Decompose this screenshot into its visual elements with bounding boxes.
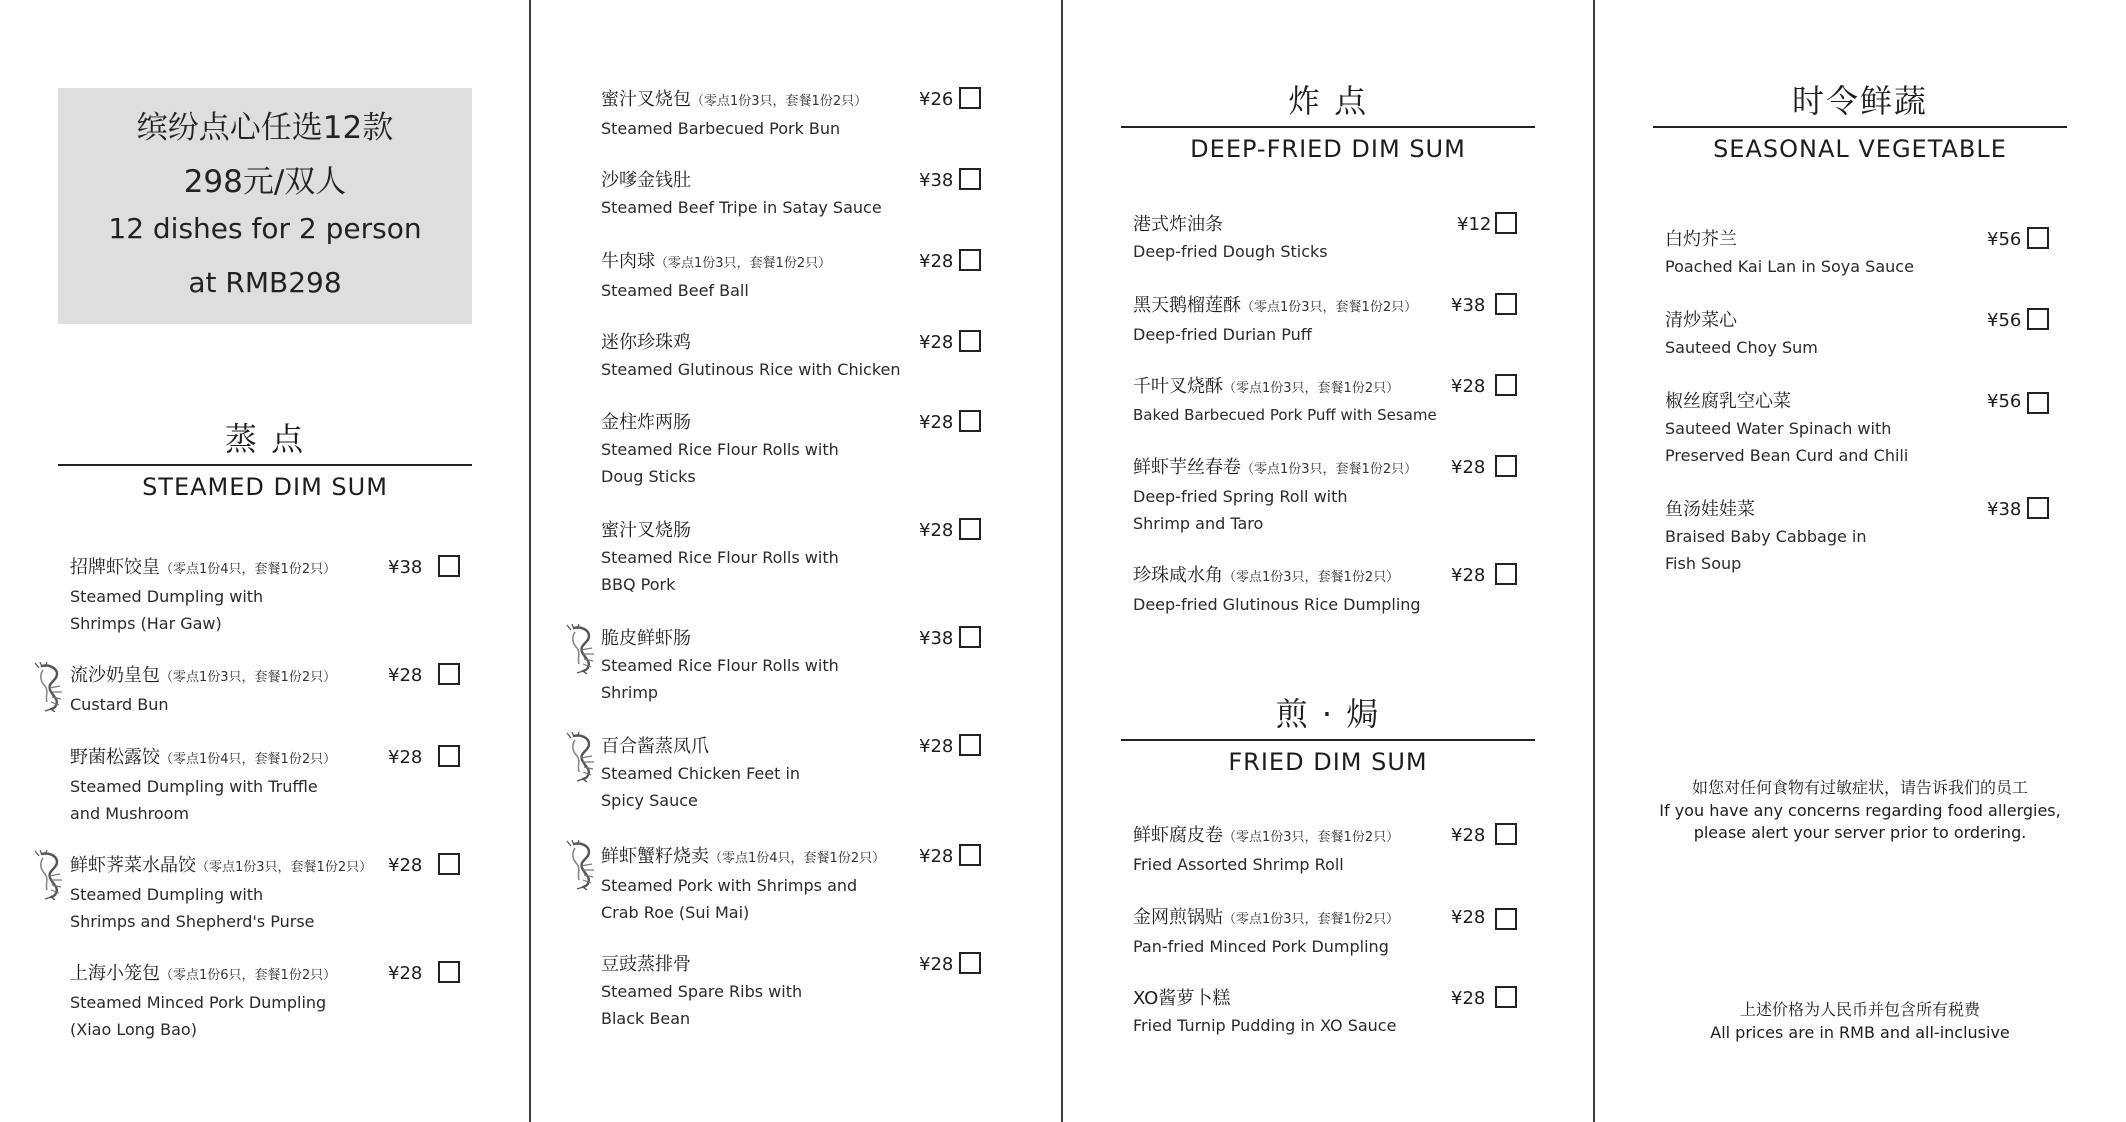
allergy-notice-en-1: If you have any concerns regarding food allergies,: [1659, 801, 2061, 820]
deep-fried-section-header: [1121, 82, 1535, 164]
item-name-en: Spicy Sauce: [601, 791, 698, 810]
item-portion-note: （零点1份3只，套餐1份2只）: [1223, 381, 1400, 396]
section-title-en: SEASONAL VEGETABLE: [1713, 135, 2007, 163]
item-checkbox[interactable]: [2027, 308, 2049, 330]
menu-item: [70, 744, 470, 827]
item-price: ¥28: [388, 665, 423, 686]
section-divider: [1121, 739, 1535, 741]
item-portion-note: （零点1份3只，套餐1份2只）: [1223, 830, 1400, 845]
item-price: ¥28: [1451, 457, 1486, 478]
fried-section-header: [1121, 695, 1535, 777]
item-price: ¥28: [388, 747, 423, 768]
steamed-section-header: [58, 420, 472, 502]
menu-item: [601, 329, 1021, 383]
item-name-en: Steamed Minced Pork Dumpling: [70, 993, 327, 1012]
allergy-notice: [1615, 776, 2105, 844]
item-name-zh: 金网煎锅贴: [1133, 907, 1223, 928]
item-name-en: BBQ Pork: [601, 575, 676, 594]
item-name-en: Fish Soup: [1665, 554, 1742, 573]
menu-item: [70, 852, 470, 935]
menu-item: [1665, 307, 2085, 361]
menu-item: [601, 517, 1021, 598]
promo-line-3: 12 dishes for 2 person: [108, 212, 422, 245]
item-checkbox[interactable]: [2027, 227, 2049, 249]
item-price: ¥28: [919, 736, 954, 757]
item-portion-note: （零点1份6只，套餐1份2只）: [160, 968, 337, 983]
section-title-zh: 炸 点: [1287, 82, 1369, 120]
item-price: ¥56: [1987, 310, 2022, 331]
item-checkbox[interactable]: [438, 663, 460, 685]
prices-notice: [1615, 998, 2105, 1044]
item-name-en: Deep-fried Durian Puff: [1133, 325, 1312, 344]
item-name-en: Preserved Bean Curd and Chili: [1665, 446, 1909, 465]
item-name-en: Steamed Beef Ball: [601, 281, 749, 300]
item-checkbox[interactable]: [1495, 823, 1517, 845]
item-checkbox[interactable]: [959, 249, 981, 271]
item-name-zh: 港式炸油条: [1133, 214, 1223, 235]
item-checkbox[interactable]: [1495, 374, 1517, 396]
menu-item: [70, 662, 470, 718]
item-price: ¥28: [1451, 988, 1486, 1009]
menu-item: [1133, 985, 1553, 1039]
item-checkbox[interactable]: [959, 844, 981, 866]
item-portion-note: （零点1份4只，套餐1份2只）: [709, 851, 886, 866]
item-portion-note: （零点1份3只，套餐1份2只）: [1223, 912, 1400, 927]
menu-item: [601, 409, 1021, 490]
vegetable-section-header: [1653, 82, 2067, 164]
item-price: ¥56: [1987, 391, 2022, 412]
item-portion-note: （零点1份3只，套餐1份2只）: [160, 670, 337, 685]
item-price: ¥28: [919, 846, 954, 867]
item-price: ¥26: [919, 89, 954, 110]
section-divider: [1653, 126, 2067, 128]
item-name-zh: 清炒菜心: [1665, 310, 1737, 331]
item-name-en: Black Bean: [601, 1009, 691, 1028]
item-price: ¥28: [919, 251, 954, 272]
section-title-en: STEAMED DIM SUM: [142, 473, 388, 501]
item-checkbox[interactable]: [438, 961, 460, 983]
item-checkbox[interactable]: [959, 518, 981, 540]
item-name-en: Steamed Spare Ribs with: [601, 982, 803, 1001]
menu-item: [1665, 388, 2085, 469]
item-checkbox[interactable]: [2027, 392, 2049, 414]
item-name-zh: 脆皮鲜虾肠: [601, 628, 691, 649]
item-portion-note: （零点1份3只，套餐1份2只）: [655, 256, 832, 271]
allergy-notice-en-2: please alert your server prior to ordering.: [1693, 823, 2027, 842]
item-name-en: Fried Turnip Pudding in XO Sauce: [1133, 1016, 1397, 1035]
section-title-zh: 煎 · 焗: [1275, 695, 1381, 733]
item-name-en: Steamed Rice Flour Rolls with: [601, 440, 839, 459]
item-checkbox[interactable]: [1495, 563, 1517, 585]
item-checkbox[interactable]: [959, 87, 981, 109]
section-divider: [1121, 126, 1535, 128]
item-price: ¥12: [1457, 214, 1492, 235]
shrimp-icon: [33, 850, 67, 900]
menu-item: [601, 86, 1021, 142]
menu-item: [601, 843, 1021, 926]
item-portion-note: （零点1份3只，套餐1份2只）: [196, 860, 373, 875]
promo-line-1: 缤纷点心任选12款: [136, 110, 394, 146]
item-checkbox[interactable]: [438, 853, 460, 875]
set-menu-promo: [58, 88, 472, 324]
item-name-en: Poached Kai Lan in Soya Sauce: [1665, 257, 1914, 276]
item-name-zh: 百合酱蒸凤爪: [601, 736, 709, 757]
item-name-zh: 牛肉球: [601, 251, 655, 272]
prices-notice-zh: 上述价格为人民币并包含所有税费: [1739, 1000, 1980, 1019]
item-name-zh: 野菌松露饺: [70, 747, 160, 768]
item-name-en: Pan-fried Minced Pork Dumpling: [1133, 937, 1389, 956]
section-title-zh: 蒸 点: [224, 420, 306, 458]
prices-notice-en: All prices are in RMB and all-inclusive: [1710, 1023, 2010, 1042]
item-price: ¥38: [1451, 295, 1486, 316]
shrimp-icon: [565, 732, 599, 782]
item-price: ¥28: [388, 855, 423, 876]
item-name-en: Fried Assorted Shrimp Roll: [1133, 855, 1344, 874]
menu-item: [1133, 822, 1553, 878]
allergy-notice-zh: 如您对任何食物有过敏症状，请告诉我们的员工: [1691, 778, 2028, 797]
item-name-en: Shrimps (Har Gaw): [70, 614, 222, 633]
item-name-zh: 蜜汁叉烧肠: [601, 520, 691, 541]
item-name-en: Steamed Pork with Shrimps and: [601, 876, 858, 895]
item-checkbox[interactable]: [959, 952, 981, 974]
item-name-zh: 鲜虾荠菜水晶饺: [70, 855, 196, 876]
menu-item: [1665, 496, 2085, 577]
item-price: ¥28: [1451, 907, 1486, 928]
item-price: ¥28: [919, 412, 954, 433]
item-name-en: Deep-fried Spring Roll with: [1133, 487, 1348, 506]
section-title-zh: 时令鲜蔬: [1791, 82, 1928, 120]
item-name-zh: 千叶叉烧酥: [1133, 376, 1223, 397]
item-name-zh: 招牌虾饺皇: [70, 557, 160, 578]
item-name-zh: 鲜虾腐皮卷: [1133, 825, 1223, 846]
item-price: ¥56: [1987, 229, 2022, 250]
item-checkbox[interactable]: [2027, 497, 2049, 519]
item-portion-note: （零点1份4只，套餐1份2只）: [160, 752, 337, 767]
item-checkbox[interactable]: [959, 626, 981, 648]
item-name-en: Steamed Barbecued Pork Bun: [601, 119, 841, 138]
item-price: ¥38: [919, 628, 954, 649]
item-checkbox[interactable]: [1495, 293, 1517, 315]
item-name-zh: 椒丝腐乳空心菜: [1665, 391, 1791, 412]
item-price: ¥28: [1451, 376, 1486, 397]
menu-item: [601, 167, 1021, 221]
item-name-en: Steamed Glutinous Rice with Chicken: [601, 360, 901, 379]
item-name-zh: 迷你珍珠鸡: [601, 332, 691, 353]
promo-line-4: at RMB298: [188, 266, 342, 299]
item-checkbox[interactable]: [1495, 212, 1517, 234]
item-name-zh: 白灼芥兰: [1665, 229, 1737, 250]
item-name-en: Shrimp and Taro: [1133, 514, 1264, 533]
item-name-en: Custard Bun: [70, 695, 169, 714]
item-name-en: Braised Baby Cabbage in: [1665, 527, 1867, 546]
item-name-en: Steamed Rice Flour Rolls with: [601, 548, 839, 567]
item-name-zh: 蜜汁叉烧包: [601, 89, 691, 110]
item-name-zh: 珍珠咸水角: [1133, 565, 1223, 586]
item-name-en: Shrimp: [601, 683, 659, 702]
item-portion-note: （零点1份4只，套餐1份2只）: [160, 562, 337, 577]
section-title-en: FRIED DIM SUM: [1228, 748, 1428, 776]
item-portion-note: （零点1份3只，套餐1份2只）: [1241, 300, 1418, 315]
menu-item: [70, 960, 470, 1043]
menu-item: [601, 951, 1021, 1032]
item-name-zh: 鲜虾蟹籽烧卖: [601, 846, 709, 867]
item-portion-note: （零点1份3只，套餐1份2只）: [1241, 462, 1418, 477]
menu-panel-1: [0, 0, 531, 1122]
item-name-en: Sauteed Water Spinach with: [1665, 419, 1892, 438]
item-name-en: and Mushroom: [70, 804, 189, 823]
item-price: ¥28: [1451, 565, 1486, 586]
item-checkbox[interactable]: [438, 555, 460, 577]
item-checkbox[interactable]: [959, 410, 981, 432]
item-price: ¥28: [919, 520, 954, 541]
menu-item: [1665, 226, 2085, 280]
shrimp-icon: [565, 840, 599, 890]
menu-item: [1133, 211, 1553, 265]
item-price: ¥38: [1987, 499, 2022, 520]
item-checkbox[interactable]: [1495, 455, 1517, 477]
shrimp-icon: [565, 624, 599, 674]
item-name-zh: 鱼汤娃娃菜: [1665, 499, 1755, 520]
menu-item: [601, 248, 1021, 304]
menu-panel-4: [1595, 0, 2126, 1122]
menu-item: [601, 625, 1021, 706]
menu-item: [1133, 454, 1553, 537]
menu-item: [70, 554, 470, 637]
item-name-en: Sauteed Choy Sum: [1665, 338, 1818, 357]
menu-item: [1133, 292, 1553, 348]
item-checkbox[interactable]: [959, 330, 981, 352]
item-price: ¥28: [919, 954, 954, 975]
item-name-en: Steamed Dumpling with: [70, 885, 264, 904]
item-name-en: Steamed Beef Tripe in Satay Sauce: [601, 198, 882, 217]
promo-line-2: 298元/双人: [183, 164, 347, 200]
shrimp-icon: [33, 662, 67, 712]
item-name-zh: 上海小笼包: [70, 963, 160, 984]
item-price: ¥38: [388, 557, 423, 578]
item-name-en: Doug Sticks: [601, 467, 696, 486]
item-name-en: Steamed Dumpling with: [70, 587, 264, 606]
menu-panel-2: [531, 0, 1063, 1122]
item-name-en: Crab Roe (Sui Mai): [601, 903, 750, 922]
item-name-zh: 金柱炸两肠: [601, 412, 691, 433]
item-price: ¥28: [388, 963, 423, 984]
item-checkbox[interactable]: [959, 734, 981, 756]
item-checkbox[interactable]: [959, 168, 981, 190]
item-portion-note: （零点1份3只，套餐1份2只）: [1223, 570, 1400, 585]
item-name-zh: 鲜虾芋丝春卷: [1133, 457, 1241, 478]
item-name-en: Deep-fried Dough Sticks: [1133, 242, 1328, 261]
item-price: ¥38: [919, 170, 954, 191]
menu-item: [1133, 904, 1553, 960]
menu-item: [1133, 373, 1553, 429]
section-title-en: DEEP-FRIED DIM SUM: [1190, 135, 1466, 163]
item-portion-note: （零点1份3只，套餐1份2只）: [691, 94, 868, 109]
item-price: ¥28: [1451, 825, 1486, 846]
item-price: ¥28: [919, 332, 954, 353]
item-checkbox[interactable]: [438, 745, 460, 767]
menu-panel-3: [1063, 0, 1595, 1122]
menu-item: [601, 733, 1021, 814]
item-checkbox[interactable]: [1495, 986, 1517, 1008]
item-name-en: (Xiao Long Bao): [70, 1020, 197, 1039]
item-name-zh: 流沙奶皇包: [70, 665, 160, 686]
item-name-zh: 豆豉蒸排骨: [601, 954, 691, 975]
item-name-en: Steamed Chicken Feet in: [601, 764, 801, 783]
item-name-zh: 沙嗲金钱肚: [601, 170, 691, 191]
item-name-en: Shrimps and Shepherd's Purse: [70, 912, 315, 931]
menu-item: [1133, 562, 1553, 618]
section-divider: [58, 464, 472, 466]
item-name-en: Steamed Rice Flour Rolls with: [601, 656, 839, 675]
item-name-en: Baked Barbecued Pork Puff with Sesame: [1133, 406, 1437, 424]
item-name-en: Steamed Dumpling with Truffle: [70, 777, 318, 796]
item-checkbox[interactable]: [1495, 908, 1517, 930]
item-name-en: Deep-fried Glutinous Rice Dumpling: [1133, 595, 1421, 614]
item-name-zh: XO酱萝卜糕: [1133, 988, 1231, 1009]
item-name-zh: 黑天鹅榴莲酥: [1133, 295, 1241, 316]
